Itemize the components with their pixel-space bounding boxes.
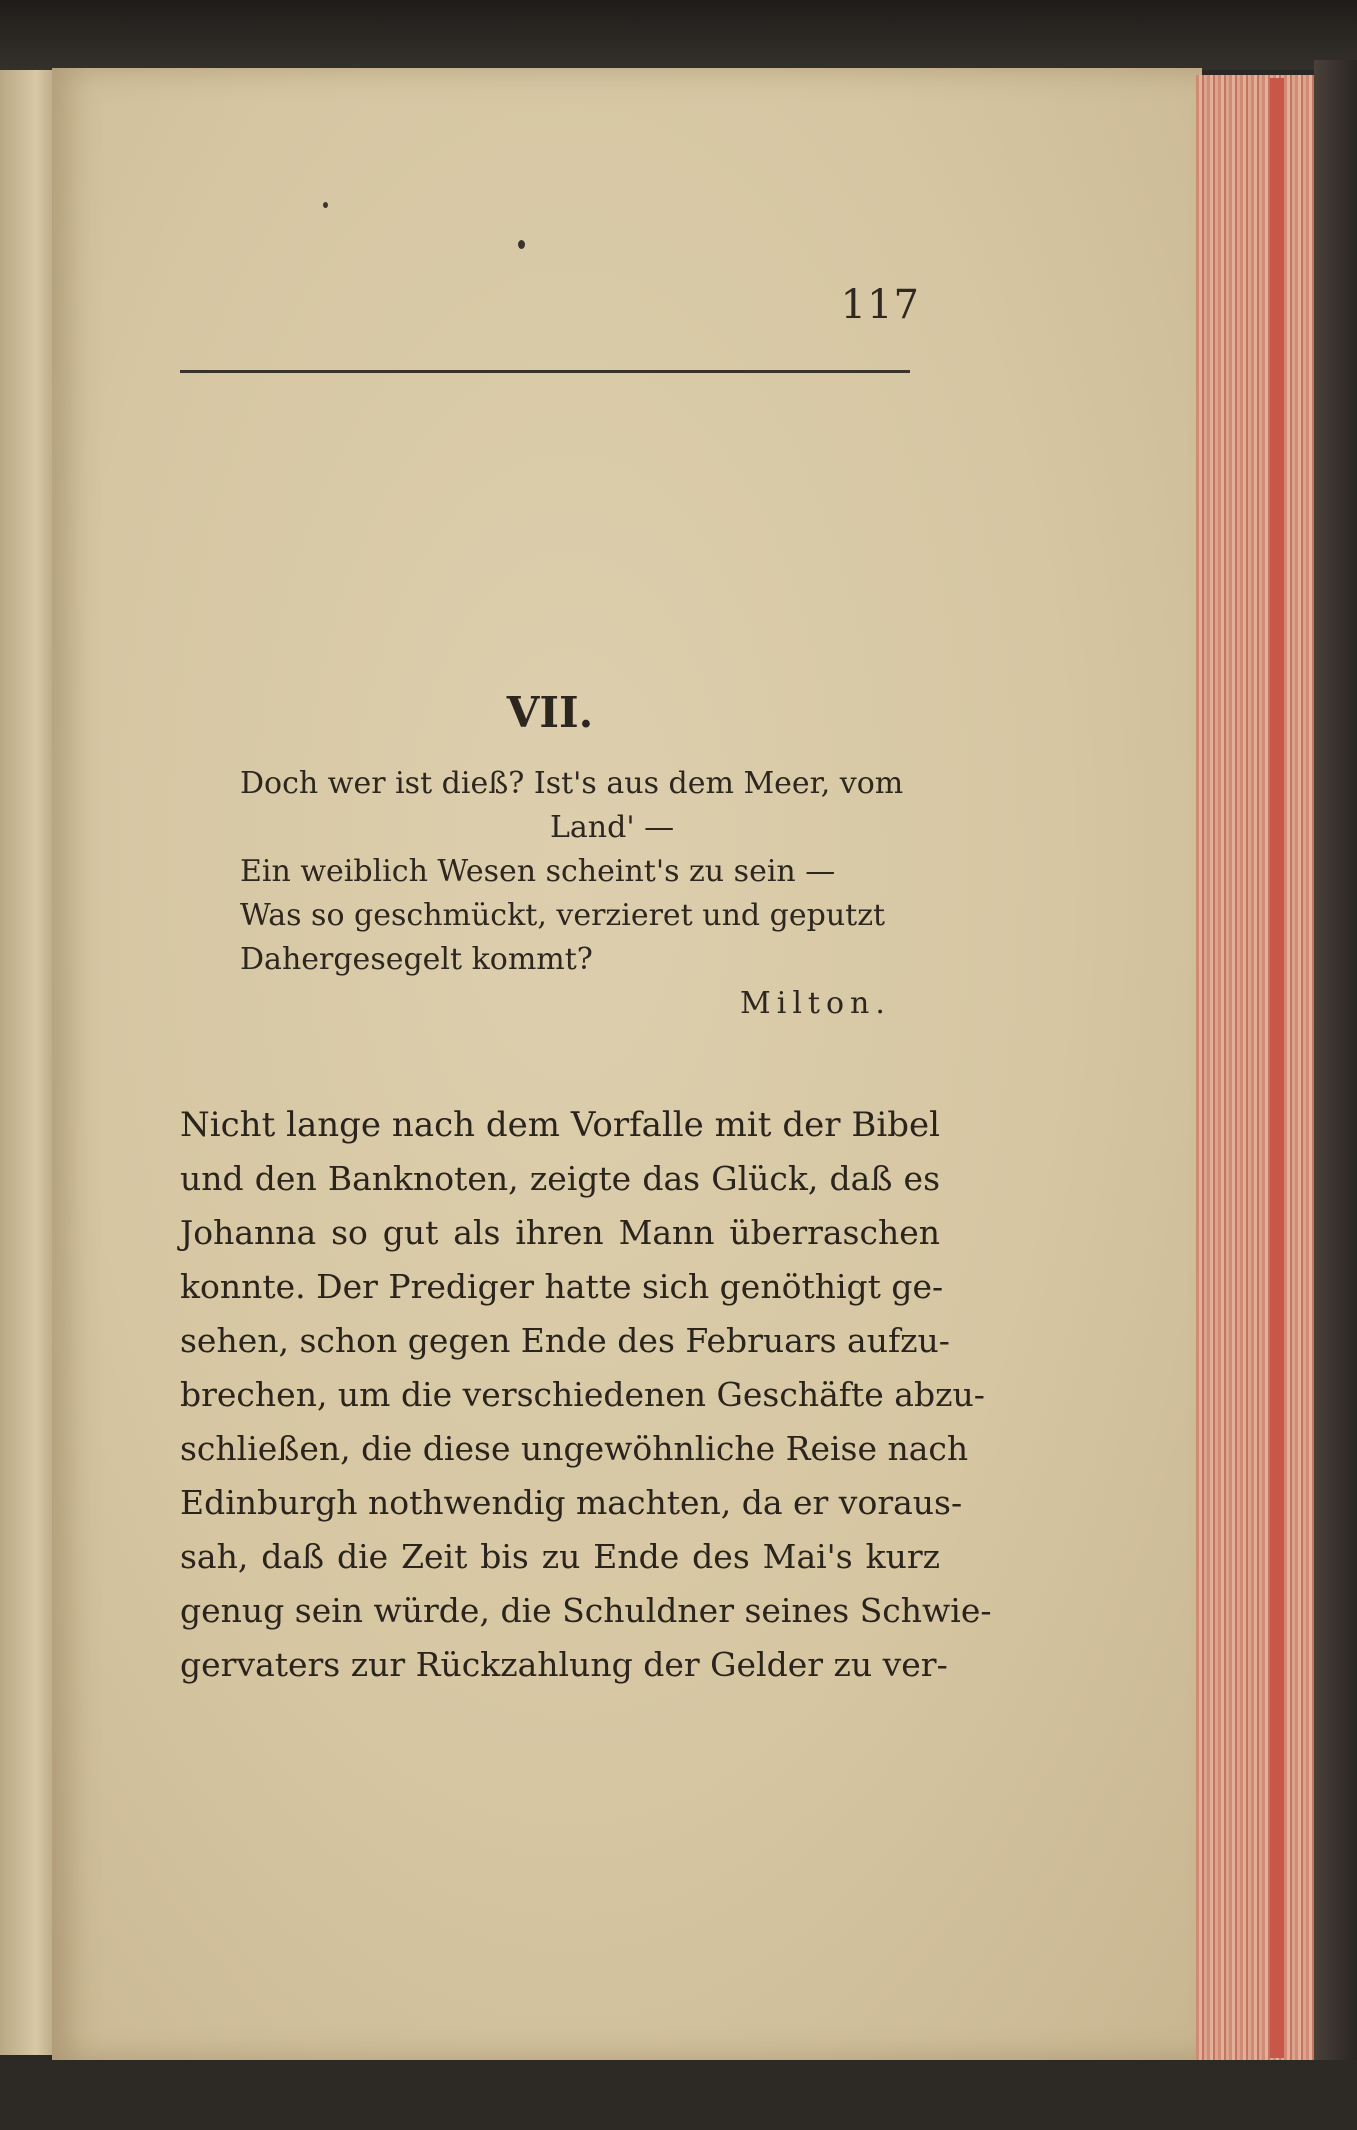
chapter-heading: VII. xyxy=(506,688,594,737)
body-line: sah, daß die Zeit bis zu Ende des Mai's kurz xyxy=(180,1537,940,1576)
body-line: sehen, schon gegen Ende des Februars aufzu- xyxy=(180,1321,950,1360)
facing-page-edge xyxy=(0,70,52,2055)
ink-spot xyxy=(518,240,525,249)
epigraph-line: Doch wer ist dieß? Ist's aus dem Meer, vom xyxy=(240,766,904,801)
body-line: Nicht lange nach dem Vorfalle mit der Bibel xyxy=(180,1105,940,1145)
epigraph xyxy=(240,762,940,982)
body-line: genug sein würde, die Schuldner seines Schwie- xyxy=(180,1591,992,1630)
epigraph-line: Was so geschmückt, verzieret und geputzt xyxy=(240,898,886,933)
page-number: 117 xyxy=(840,282,920,328)
body-line: konnte. Der Prediger hatte sich genöthigt ge- xyxy=(180,1267,944,1306)
body-line: gervaters zur Rückzahlung der Gelder zu ver- xyxy=(180,1645,948,1684)
epigraph-attribution: Milton. xyxy=(740,986,891,1021)
book-cover-top xyxy=(0,0,1357,70)
page-edges xyxy=(1196,75,1314,2065)
book-page xyxy=(52,68,1202,2060)
epigraph-line: Dahergesegelt kommt? xyxy=(240,942,593,977)
epigraph-line: Land' — xyxy=(550,810,675,845)
body-text xyxy=(180,1098,992,1692)
body-line: Edinburgh nothwendig machten, da er voraus- xyxy=(180,1483,963,1522)
epigraph-line: Ein weiblich Wesen scheint's zu sein — xyxy=(240,854,836,889)
body-line: brechen, um die verschiedenen Geschäfte abzu- xyxy=(180,1375,985,1414)
red-page-edge xyxy=(1270,78,1284,2058)
book-cover-bottom xyxy=(0,2060,1357,2130)
body-line: schließen, die diese ungewöhnliche Reise nach xyxy=(180,1429,969,1468)
body-line: und den Banknoten, zeigte das Glück, daß es xyxy=(180,1159,940,1198)
book-cover-right xyxy=(1314,60,1357,2070)
body-line: Johanna so gut als ihren Mann überraschen xyxy=(180,1213,940,1252)
ink-spot xyxy=(323,202,328,208)
header-rule xyxy=(180,370,910,373)
